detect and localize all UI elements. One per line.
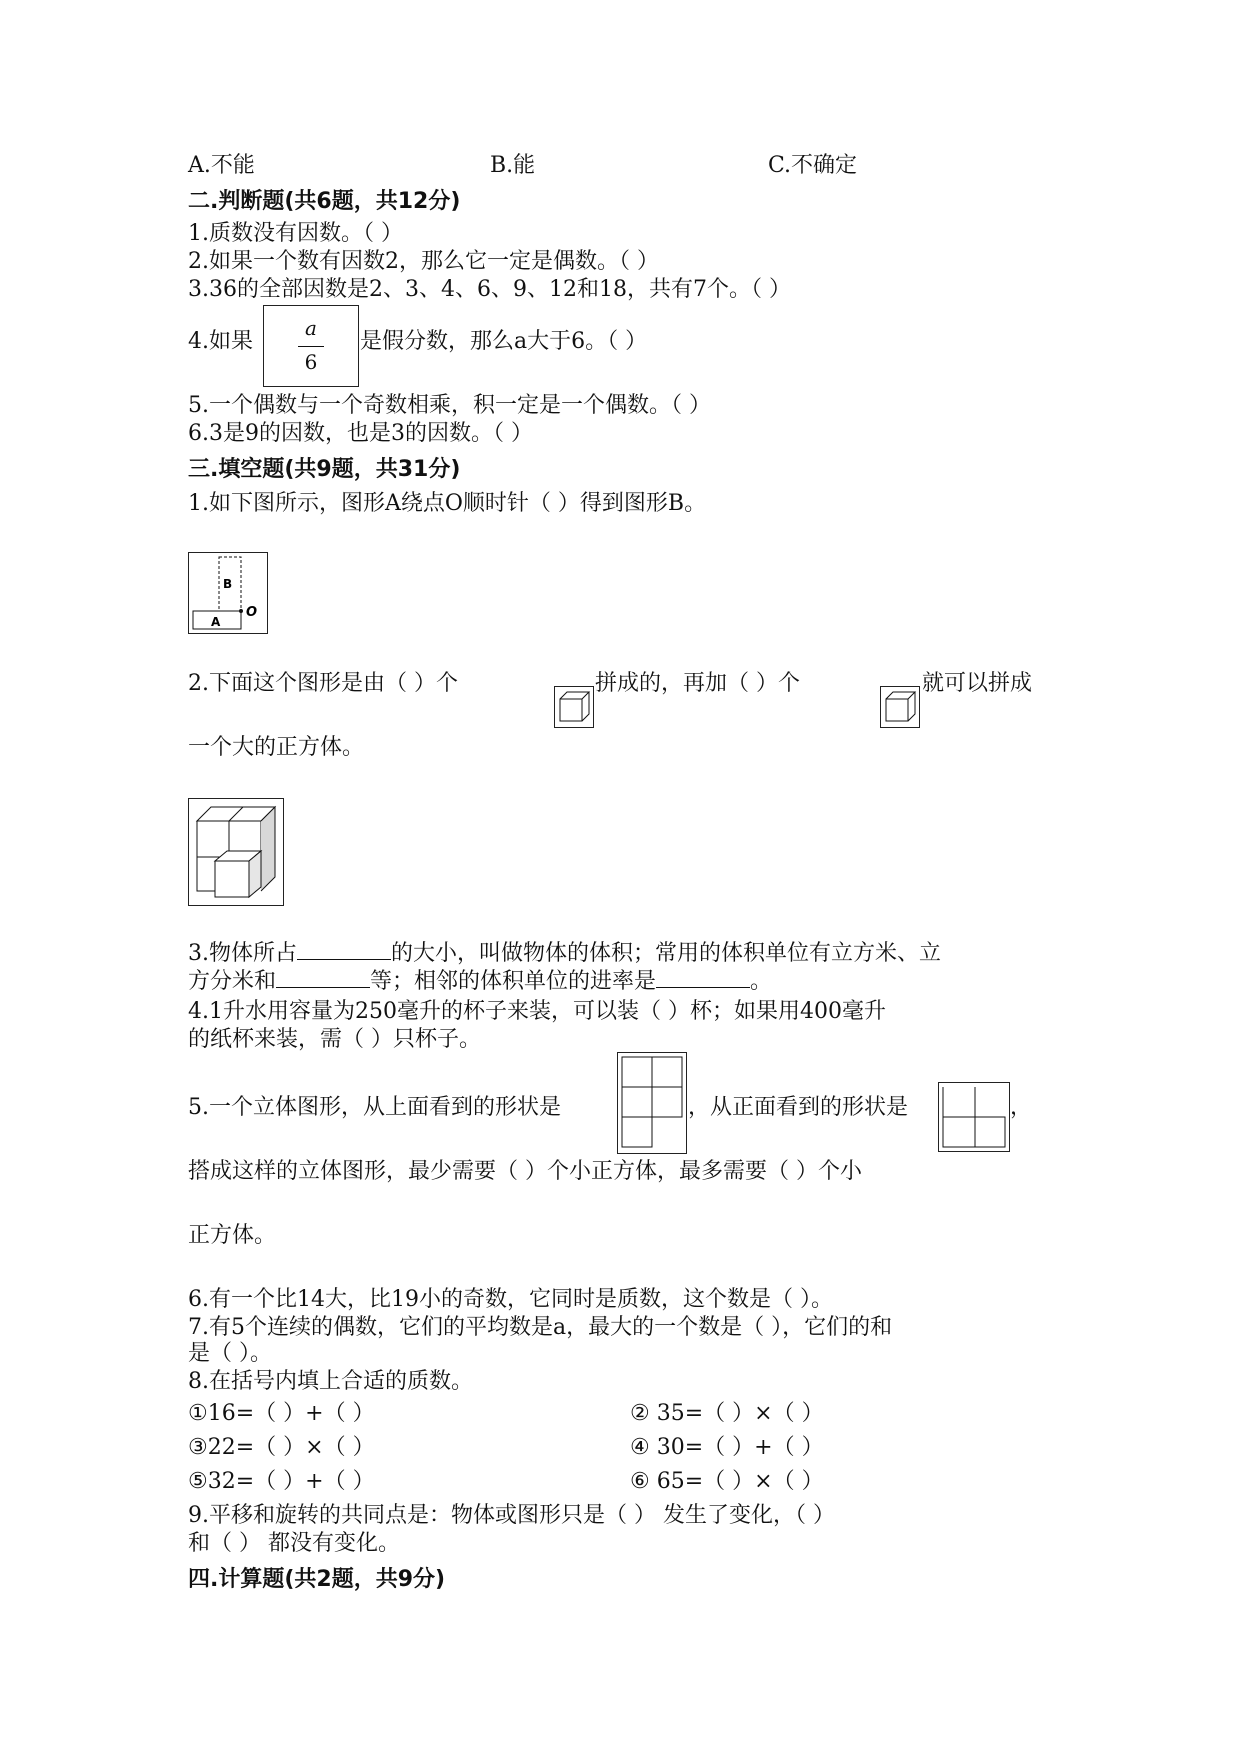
s3-q3-part-e: 。 [750, 969, 773, 994]
s3-q2-part-b: 拼成的，再加（ ）个 [595, 671, 800, 696]
s2-q5: 5.一个偶数与一个奇数相乘，积一定是一个偶数。（ ） [188, 393, 711, 418]
section2-title: 二.判断题(共6题，共12分) [188, 189, 461, 214]
s3-q3-line2 [188, 968, 772, 996]
fraction-bar [298, 346, 324, 347]
q8-item-2: ② 35=（ ）×（ ） [630, 1401, 824, 1426]
small-cube-figure-1 [554, 686, 594, 728]
s3-q3-part-b: 的大小，叫做物体的体积；常用的体积单位有立方米、立 [391, 941, 942, 966]
s3-q7-line1: 7.有5个连续的偶数，它们的平均数是a，最大的一个数是（ ），它们的和 [188, 1315, 893, 1340]
cube-stack-diagram [189, 799, 283, 905]
top-view-grid [618, 1053, 686, 1153]
s3-q3-line1 [188, 940, 941, 968]
q8-item-5: ⑤32=（ ）+（ ） [188, 1469, 375, 1494]
s3-q3-part-a: 3.物体所占 [188, 941, 297, 966]
s3-q8: 8.在括号内填上合适的质数。 [188, 1369, 473, 1394]
s2-q3: 3.36的全部因数是2、3、4、6、9、12和18，共有7个。（ ） [188, 277, 791, 302]
s3-q9-line2: 和（ ） 都没有变化。 [188, 1531, 400, 1556]
option-a: A.不能 [188, 153, 255, 178]
q8-item-1: ①16=（ ）+（ ） [188, 1401, 375, 1426]
s3-q5-part-c: ， [1010, 1095, 1033, 1120]
fraction-numerator: a [305, 316, 317, 340]
section3-title: 三.填空题(共9题，共31分) [188, 457, 461, 482]
s3-q3-part-c: 方分米和 [188, 969, 277, 994]
cube-stack-figure [188, 798, 284, 906]
label-o: O [246, 605, 258, 620]
s3-q1: 1.如下图所示，图形A绕点O顺时针（ ）得到图形B。 [188, 491, 707, 516]
s3-q4-line2: 的纸杯来装，需（ ）只杯子。 [188, 1027, 481, 1052]
s2-q2: 2.如果一个数有因数2，那么它一定是偶数。（ ） [188, 249, 659, 274]
rotation-diagram [189, 553, 267, 633]
s3-q5-line3: 正方体。 [188, 1223, 277, 1248]
option-b: B.能 [490, 153, 536, 178]
s2-q6: 6.3是9的因数，也是3的因数。（ ） [188, 421, 533, 446]
cube-icon [881, 687, 919, 727]
label-a: A [211, 615, 221, 629]
s3-q4-line1: 4.1升水用容量为250毫升的杯子来装，可以装（ ）杯；如果用400毫升 [188, 999, 886, 1024]
s3-q5-part-b: ，从正面看到的形状是 [688, 1095, 909, 1120]
s3-q9-line1: 9.平移和旋转的共同点是：物体或图形只是（ ） 发生了变化，（ ） [188, 1503, 835, 1528]
s3-q2-part-c: 就可以拼成 [922, 671, 1033, 696]
s3-q6: 6.有一个比14大，比19小的奇数，它同时是质数，这个数是（ ）。 [188, 1287, 833, 1312]
rotation-figure [188, 552, 268, 634]
q8-item-3: ③22=（ ）×（ ） [188, 1435, 375, 1460]
s3-q2-line2: 一个大的正方体。 [188, 735, 365, 760]
s2-q4-pre: 4.如果 [188, 329, 253, 354]
label-b: B [223, 577, 233, 591]
s3-q5-part-a: 5.一个立体图形，从上面看到的形状是 [188, 1095, 561, 1120]
s3-q5-line2: 搭成这样的立体图形，最少需要（ ）个小正方体，最多需要（ ）个小 [188, 1159, 862, 1184]
s3-q3-part-d: 等；相邻的体积单位的进率是 [370, 969, 657, 994]
option-c: C.不确定 [768, 153, 858, 178]
cube-icon [555, 687, 593, 727]
blank-1[interactable] [297, 941, 391, 960]
top-view-figure [617, 1052, 687, 1154]
q8-item-6: ⑥ 65=（ ）×（ ） [630, 1469, 824, 1494]
small-cube-figure-2 [880, 686, 920, 728]
s3-q7-line2: 是（ ）。 [188, 1341, 272, 1366]
front-view-grid [939, 1083, 1009, 1151]
front-view-figure [938, 1082, 1010, 1152]
section4-title: 四.计算题(共2题，共9分) [188, 1567, 446, 1592]
fraction-box [263, 305, 359, 387]
fraction-denominator: 6 [304, 350, 318, 374]
blank-2[interactable] [276, 969, 370, 988]
blank-3[interactable] [656, 969, 750, 988]
point-o [239, 609, 243, 613]
s2-q1: 1.质数没有因数。（ ） [188, 221, 403, 246]
q8-item-4: ④ 30=（ ）+（ ） [630, 1435, 824, 1460]
s2-q4-post: 是假分数，那么a大于6。（ ） [360, 329, 648, 354]
s3-q2-part-a: 2.下面这个图形是由（ ）个 [188, 671, 458, 696]
